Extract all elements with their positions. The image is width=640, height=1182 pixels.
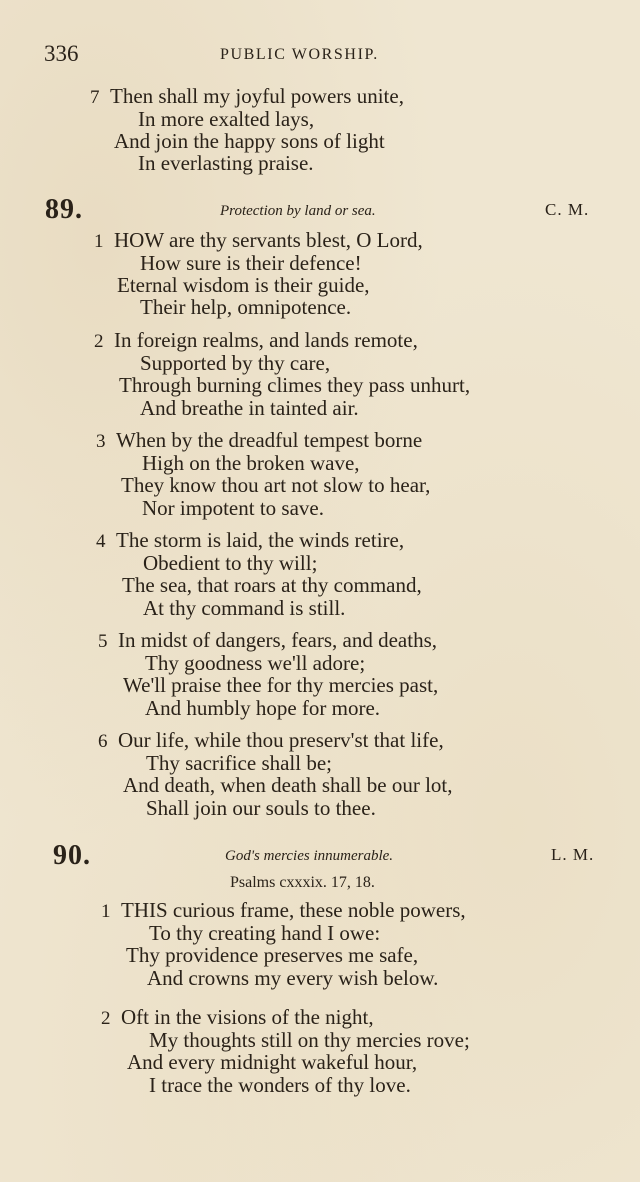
stanza-line: 5 In midst of dangers, fears, and deaths, <box>98 628 437 652</box>
stanza-line: To thy creating hand I owe: <box>149 921 381 945</box>
stanza-line: And every midnight wakeful hour, <box>127 1050 418 1074</box>
stanza-number: 6 <box>98 731 108 752</box>
stanza-line: Their help, omnipotence. <box>140 295 352 319</box>
page-number: 336 <box>44 41 79 66</box>
stanza-line: Nor impotent to save. <box>142 496 324 520</box>
stanza-line: How sure is their defence! <box>140 251 362 275</box>
hymn-meter: C. M. <box>545 200 590 219</box>
stanza-line: 3 When by the dreadful tempest borne <box>96 428 423 452</box>
stanza-number: 2 <box>94 331 104 352</box>
stanza-number: 7 <box>90 87 100 108</box>
stanza-line: And crowns my every wish below. <box>147 966 439 990</box>
hymn-number: 90. <box>53 840 91 871</box>
stanza-line: 1 HOW are thy servants blest, O Lord, <box>94 228 423 252</box>
stanza-line: Through burning climes they pass unhurt, <box>119 373 471 397</box>
stanza-line: 2 Oft in the visions of the night, <box>101 1005 374 1029</box>
stanza-line: My thoughts still on thy mercies rove; <box>149 1028 470 1052</box>
stanza-line: And breathe in tainted air. <box>140 396 359 420</box>
hymn-title: Protection by land or sea. <box>220 203 376 219</box>
stanza-line: Eternal wisdom is their guide, <box>117 273 370 297</box>
stanza-line: In more exalted lays, <box>138 107 315 131</box>
stanza-line: At thy command is still. <box>143 596 346 620</box>
stanza-line: 4 The storm is laid, the winds retire, <box>96 528 405 552</box>
stanza-number: 4 <box>96 531 106 552</box>
hymn-number: 89. <box>45 194 83 225</box>
stanza-number: 1 <box>94 231 104 252</box>
stanza-line: High on the broken wave, <box>142 451 360 475</box>
stanza-line: Shall join our souls to thee. <box>146 796 376 820</box>
stanza-line: Thy goodness we'll adore; <box>145 651 366 675</box>
stanza-line: 2 In foreign realms, and lands remote, <box>94 328 418 352</box>
stanza-number: 5 <box>98 631 108 652</box>
stanza-line: 7 Then shall my joyful powers unite, <box>90 84 404 108</box>
stanza-line: The sea, that roars at thy command, <box>122 573 422 597</box>
stanza-line: I trace the wonders of thy love. <box>149 1073 411 1097</box>
scripture-reference: Psalms cxxxix. 17, 18. <box>230 874 375 891</box>
hymn-meter: L. M. <box>551 845 595 864</box>
stanza-number: 1 <box>101 901 111 922</box>
running-head: PUBLIC WORSHIP. <box>220 46 379 63</box>
stanza-line: And death, when death shall be our lot, <box>123 773 453 797</box>
stanza-line: 1 THIS curious frame, these noble powers, <box>101 898 466 922</box>
stanza-line: And join the happy sons of light <box>114 129 385 153</box>
stanza-number: 3 <box>96 431 106 452</box>
stanza-line: They know thou art not slow to hear, <box>121 473 431 497</box>
stanza-line: 6 Our life, while thou preserv'st that life, <box>98 728 444 752</box>
stanza-line: Thy providence preserves me safe, <box>126 943 419 967</box>
hymn-title: God's mercies innumerable. <box>225 848 394 864</box>
stanza-line: Obedient to thy will; <box>143 551 318 575</box>
stanza-number: 2 <box>101 1008 111 1029</box>
stanza-line: Thy sacrifice shall be; <box>146 751 333 775</box>
stanza-line: And humbly hope for more. <box>145 696 381 720</box>
stanza-line: Supported by thy care, <box>140 351 331 375</box>
stanza-line: We'll praise thee for thy mercies past, <box>123 673 439 697</box>
stanza-line: In everlasting praise. <box>138 151 314 175</box>
